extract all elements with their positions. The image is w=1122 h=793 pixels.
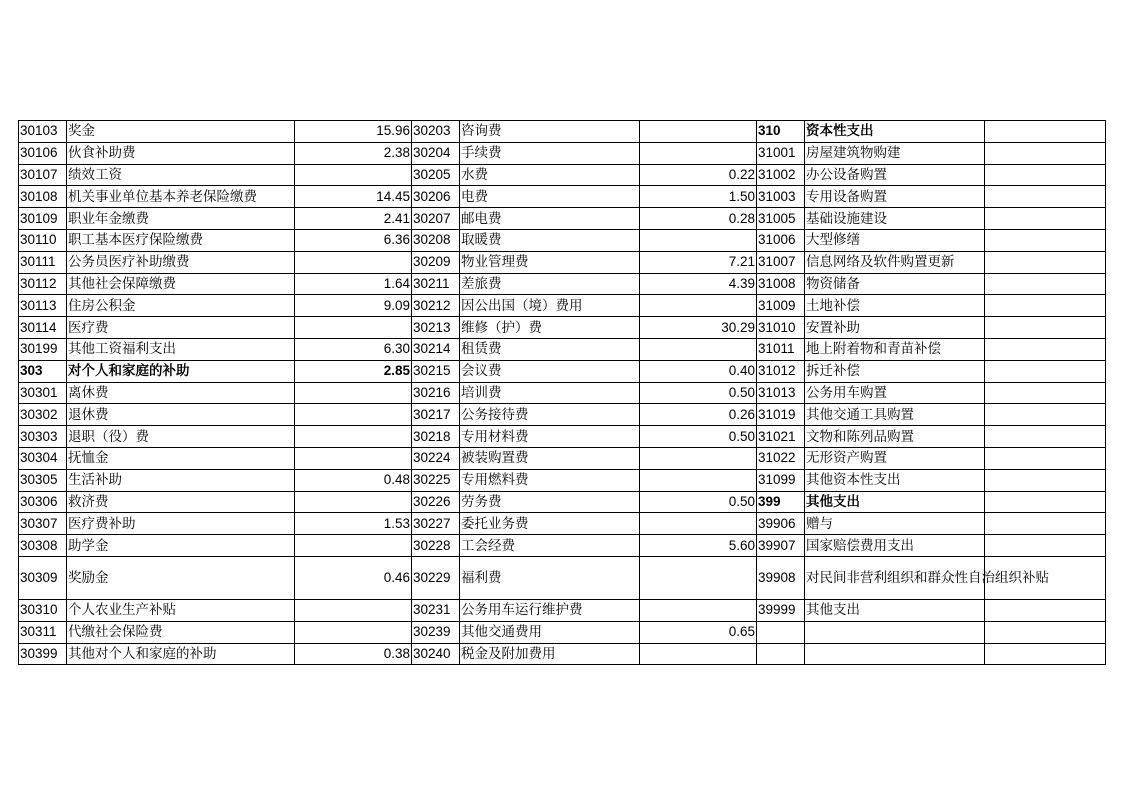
cell-amount <box>295 447 412 469</box>
cell-code: 39999 <box>757 599 805 621</box>
cell-amount: 0.50 <box>640 426 757 448</box>
cell-name: 公务用车购置 <box>805 382 985 404</box>
cell-amount: 2.38 <box>295 142 412 164</box>
cell-amount: 1.64 <box>295 273 412 295</box>
cell-amount <box>985 142 1106 164</box>
cell-amount <box>985 643 1106 665</box>
cell-name: 个人农业生产补贴 <box>67 599 295 621</box>
cell-name: 办公设备购置 <box>805 164 985 186</box>
table-row <box>19 447 1106 469</box>
cell-amount <box>295 599 412 621</box>
cell-name: 被装购置费 <box>460 447 640 469</box>
cell-amount: 0.46 <box>295 556 412 599</box>
cell-code: 31019 <box>757 404 805 426</box>
cell-amount <box>640 469 757 491</box>
table-body <box>19 121 1106 665</box>
cell-name: 其他对个人和家庭的补助 <box>67 643 295 665</box>
cell-code: 30303 <box>19 426 67 448</box>
cell-amount <box>985 599 1106 621</box>
cell-code: 30214 <box>412 338 460 360</box>
cell-amount <box>295 426 412 448</box>
cell-code: 30109 <box>19 208 67 230</box>
cell-amount <box>985 229 1106 251</box>
table-row <box>19 621 1106 643</box>
cell-code: 30103 <box>19 121 67 143</box>
cell-code: 31009 <box>757 295 805 317</box>
cell-code: 31001 <box>757 142 805 164</box>
table-row <box>19 491 1106 513</box>
cell-name: 助学金 <box>67 535 295 557</box>
cell-amount: 0.48 <box>295 469 412 491</box>
cell-code: 30114 <box>19 317 67 339</box>
cell-amount: 1.53 <box>295 513 412 535</box>
table-row <box>19 121 1106 143</box>
cell-amount <box>985 513 1106 535</box>
cell-amount <box>295 251 412 273</box>
cell-code: 30206 <box>412 186 460 208</box>
cell-amount: 0.50 <box>640 491 757 513</box>
cell-amount <box>985 295 1106 317</box>
cell-amount: 7.21 <box>640 251 757 273</box>
cell-amount <box>985 251 1106 273</box>
cell-code: 30205 <box>412 164 460 186</box>
cell-name: 文物和陈列品购置 <box>805 426 985 448</box>
cell-amount: 0.28 <box>640 208 757 230</box>
cell-code: 39908 <box>757 556 805 599</box>
cell-name: 手续费 <box>460 142 640 164</box>
cell-code: 30228 <box>412 535 460 557</box>
cell-amount <box>985 491 1106 513</box>
cell-name: 其他交通工具购置 <box>805 404 985 426</box>
cell-code: 30211 <box>412 273 460 295</box>
cell-name: 取暖费 <box>460 229 640 251</box>
cell-amount <box>295 535 412 557</box>
cell-name: 其他工资福利支出 <box>67 338 295 360</box>
cell-code: 30110 <box>19 229 67 251</box>
cell-code: 30213 <box>412 317 460 339</box>
cell-amount: 4.39 <box>640 273 757 295</box>
cell-name: 医疗费补助 <box>67 513 295 535</box>
cell-code: 31007 <box>757 251 805 273</box>
cell-amount: 0.65 <box>640 621 757 643</box>
cell-name: 绩效工资 <box>67 164 295 186</box>
cell-amount <box>985 317 1106 339</box>
cell-name: 差旅费 <box>460 273 640 295</box>
cell-name: 专用设备购置 <box>805 186 985 208</box>
cell-code: 30217 <box>412 404 460 426</box>
cell-code: 31099 <box>757 469 805 491</box>
cell-code: 31003 <box>757 186 805 208</box>
cell-code: 30204 <box>412 142 460 164</box>
table-row <box>19 208 1106 230</box>
cell-amount <box>985 382 1106 404</box>
cell-name: 维修（护）费 <box>460 317 640 339</box>
cell-amount: 9.09 <box>295 295 412 317</box>
cell-code: 30203 <box>412 121 460 143</box>
cell-amount <box>985 426 1106 448</box>
cell-code: 30305 <box>19 469 67 491</box>
table-row <box>19 186 1106 208</box>
cell-name: 离休费 <box>67 382 295 404</box>
cell-name: 房屋建筑物购建 <box>805 142 985 164</box>
cell-amount <box>985 447 1106 469</box>
cell-name: 对个人和家庭的补助 <box>67 360 295 382</box>
cell-amount: 30.29 <box>640 317 757 339</box>
cell-code: 30106 <box>19 142 67 164</box>
table-row <box>19 513 1106 535</box>
cell-name: 公务接待费 <box>460 404 640 426</box>
cell-name: 邮电费 <box>460 208 640 230</box>
table-row <box>19 142 1106 164</box>
cell-amount <box>640 556 757 599</box>
cell-amount <box>985 404 1106 426</box>
cell-name: 机关事业单位基本养老保险缴费 <box>67 186 295 208</box>
cell-amount <box>295 164 412 186</box>
cell-code: 30309 <box>19 556 67 599</box>
table-row <box>19 360 1106 382</box>
cell-code: 30218 <box>412 426 460 448</box>
cell-amount <box>985 338 1106 360</box>
cell-name: 劳务费 <box>460 491 640 513</box>
cell-name: 伙食补助费 <box>67 142 295 164</box>
cell-amount <box>985 121 1106 143</box>
cell-amount <box>640 599 757 621</box>
cell-code: 31013 <box>757 382 805 404</box>
table-row <box>19 229 1106 251</box>
cell-code <box>757 621 805 643</box>
cell-name: 因公出国（境）费用 <box>460 295 640 317</box>
cell-amount <box>640 447 757 469</box>
cell-amount <box>985 164 1106 186</box>
cell-code: 30215 <box>412 360 460 382</box>
cell-name: 公务用车运行维护费 <box>460 599 640 621</box>
cell-amount <box>295 317 412 339</box>
cell-code: 399 <box>757 491 805 513</box>
table-row <box>19 643 1106 665</box>
cell-amount <box>640 295 757 317</box>
cell-code: 30207 <box>412 208 460 230</box>
cell-amount: 0.26 <box>640 404 757 426</box>
cell-amount: 2.85 <box>295 360 412 382</box>
cell-amount <box>295 382 412 404</box>
cell-name: 住房公积金 <box>67 295 295 317</box>
cell-code: 30107 <box>19 164 67 186</box>
cell-amount: 2.41 <box>295 208 412 230</box>
table-row <box>19 251 1106 273</box>
cell-code: 30310 <box>19 599 67 621</box>
cell-name: 生活补助 <box>67 469 295 491</box>
cell-name: 退休费 <box>67 404 295 426</box>
cell-name: 资本性支出 <box>805 121 985 143</box>
cell-name: 赠与 <box>805 513 985 535</box>
cell-name: 土地补偿 <box>805 295 985 317</box>
cell-amount <box>985 469 1106 491</box>
cell-amount <box>295 404 412 426</box>
cell-code: 31012 <box>757 360 805 382</box>
cell-code: 30111 <box>19 251 67 273</box>
cell-amount: 5.60 <box>640 535 757 557</box>
cell-amount: 6.30 <box>295 338 412 360</box>
table-row <box>19 382 1106 404</box>
cell-amount <box>985 535 1106 557</box>
cell-amount <box>985 273 1106 295</box>
cell-code: 31002 <box>757 164 805 186</box>
cell-amount <box>295 621 412 643</box>
cell-code: 30302 <box>19 404 67 426</box>
cell-code: 30112 <box>19 273 67 295</box>
cell-code: 30240 <box>412 643 460 665</box>
cell-name: 专用材料费 <box>460 426 640 448</box>
cell-name: 医疗费 <box>67 317 295 339</box>
cell-name: 其他支出 <box>805 599 985 621</box>
cell-code: 30399 <box>19 643 67 665</box>
cell-amount <box>640 229 757 251</box>
cell-amount <box>295 491 412 513</box>
cell-name: 其他交通费用 <box>460 621 640 643</box>
cell-name: 专用燃料费 <box>460 469 640 491</box>
cell-code: 39907 <box>757 535 805 557</box>
cell-name: 工会经费 <box>460 535 640 557</box>
cell-name: 基础设施建设 <box>805 208 985 230</box>
cell-code: 30308 <box>19 535 67 557</box>
cell-code: 30229 <box>412 556 460 599</box>
cell-code: 31022 <box>757 447 805 469</box>
cell-name: 救济费 <box>67 491 295 513</box>
cell-name: 咨询费 <box>460 121 640 143</box>
cell-code: 31021 <box>757 426 805 448</box>
cell-code <box>757 643 805 665</box>
table-row <box>19 556 1106 599</box>
cell-name: 大型修缮 <box>805 229 985 251</box>
table-row <box>19 535 1106 557</box>
cell-code: 30226 <box>412 491 460 513</box>
cell-code: 30212 <box>412 295 460 317</box>
table-row <box>19 295 1106 317</box>
cell-name: 水费 <box>460 164 640 186</box>
expenditure-table <box>18 120 1106 665</box>
cell-code: 303 <box>19 360 67 382</box>
cell-code: 30304 <box>19 447 67 469</box>
cell-name: 税金及附加费用 <box>460 643 640 665</box>
table-row <box>19 317 1106 339</box>
cell-code: 31010 <box>757 317 805 339</box>
cell-amount <box>640 643 757 665</box>
table-row <box>19 599 1106 621</box>
cell-code: 31005 <box>757 208 805 230</box>
cell-name: 拆迁补偿 <box>805 360 985 382</box>
cell-code: 30231 <box>412 599 460 621</box>
cell-name: 职业年金缴费 <box>67 208 295 230</box>
cell-amount <box>640 142 757 164</box>
cell-code: 30208 <box>412 229 460 251</box>
cell-code: 30113 <box>19 295 67 317</box>
cell-code: 31008 <box>757 273 805 295</box>
cell-code: 30306 <box>19 491 67 513</box>
cell-name: 奖励金 <box>67 556 295 599</box>
cell-name: 信息网络及软件购置更新 <box>805 251 985 273</box>
cell-name: 福利费 <box>460 556 640 599</box>
cell-code: 31006 <box>757 229 805 251</box>
table-row <box>19 404 1106 426</box>
cell-amount: 14.45 <box>295 186 412 208</box>
cell-name: 无形资产购置 <box>805 447 985 469</box>
cell-code: 310 <box>757 121 805 143</box>
cell-name: 其他资本性支出 <box>805 469 985 491</box>
cell-code: 39906 <box>757 513 805 535</box>
cell-name: 安置补助 <box>805 317 985 339</box>
cell-code: 30301 <box>19 382 67 404</box>
cell-code: 30199 <box>19 338 67 360</box>
cell-amount: 6.36 <box>295 229 412 251</box>
cell-name: 物业管理费 <box>460 251 640 273</box>
cell-name: 其他社会保障缴费 <box>67 273 295 295</box>
cell-code: 30216 <box>412 382 460 404</box>
cell-name <box>805 621 985 643</box>
cell-name: 租赁费 <box>460 338 640 360</box>
cell-name: 对民间非营利组织和群众性自治组织补贴 <box>805 556 985 599</box>
cell-amount: 0.40 <box>640 360 757 382</box>
table-row <box>19 469 1106 491</box>
cell-name: 电费 <box>460 186 640 208</box>
cell-amount: 15.96 <box>295 121 412 143</box>
cell-name <box>805 643 985 665</box>
cell-amount: 0.50 <box>640 382 757 404</box>
cell-amount <box>985 360 1106 382</box>
cell-name: 国家赔偿费用支出 <box>805 535 985 557</box>
cell-name: 物资储备 <box>805 273 985 295</box>
table-row <box>19 273 1106 295</box>
cell-amount <box>640 121 757 143</box>
cell-code: 30307 <box>19 513 67 535</box>
cell-code: 31011 <box>757 338 805 360</box>
cell-amount <box>985 208 1106 230</box>
cell-amount <box>985 621 1106 643</box>
cell-name: 奖金 <box>67 121 295 143</box>
cell-code: 30108 <box>19 186 67 208</box>
cell-code: 30311 <box>19 621 67 643</box>
cell-name: 地上附着物和青苗补偿 <box>805 338 985 360</box>
cell-name: 公务员医疗补助缴费 <box>67 251 295 273</box>
table-row <box>19 338 1106 360</box>
cell-name: 其他支出 <box>805 491 985 513</box>
cell-code: 30209 <box>412 251 460 273</box>
table-row <box>19 426 1106 448</box>
cell-code: 30239 <box>412 621 460 643</box>
cell-name: 培训费 <box>460 382 640 404</box>
cell-name: 抚恤金 <box>67 447 295 469</box>
cell-amount: 0.38 <box>295 643 412 665</box>
cell-amount <box>985 186 1106 208</box>
cell-name: 退职（役）费 <box>67 426 295 448</box>
cell-name: 委托业务费 <box>460 513 640 535</box>
cell-amount: 1.50 <box>640 186 757 208</box>
table-row <box>19 164 1106 186</box>
cell-name: 职工基本医疗保险缴费 <box>67 229 295 251</box>
cell-code: 30225 <box>412 469 460 491</box>
cell-name: 会议费 <box>460 360 640 382</box>
cell-code: 30227 <box>412 513 460 535</box>
cell-amount <box>640 338 757 360</box>
cell-name: 代缴社会保险费 <box>67 621 295 643</box>
cell-amount <box>640 513 757 535</box>
cell-amount: 0.22 <box>640 164 757 186</box>
cell-code: 30224 <box>412 447 460 469</box>
